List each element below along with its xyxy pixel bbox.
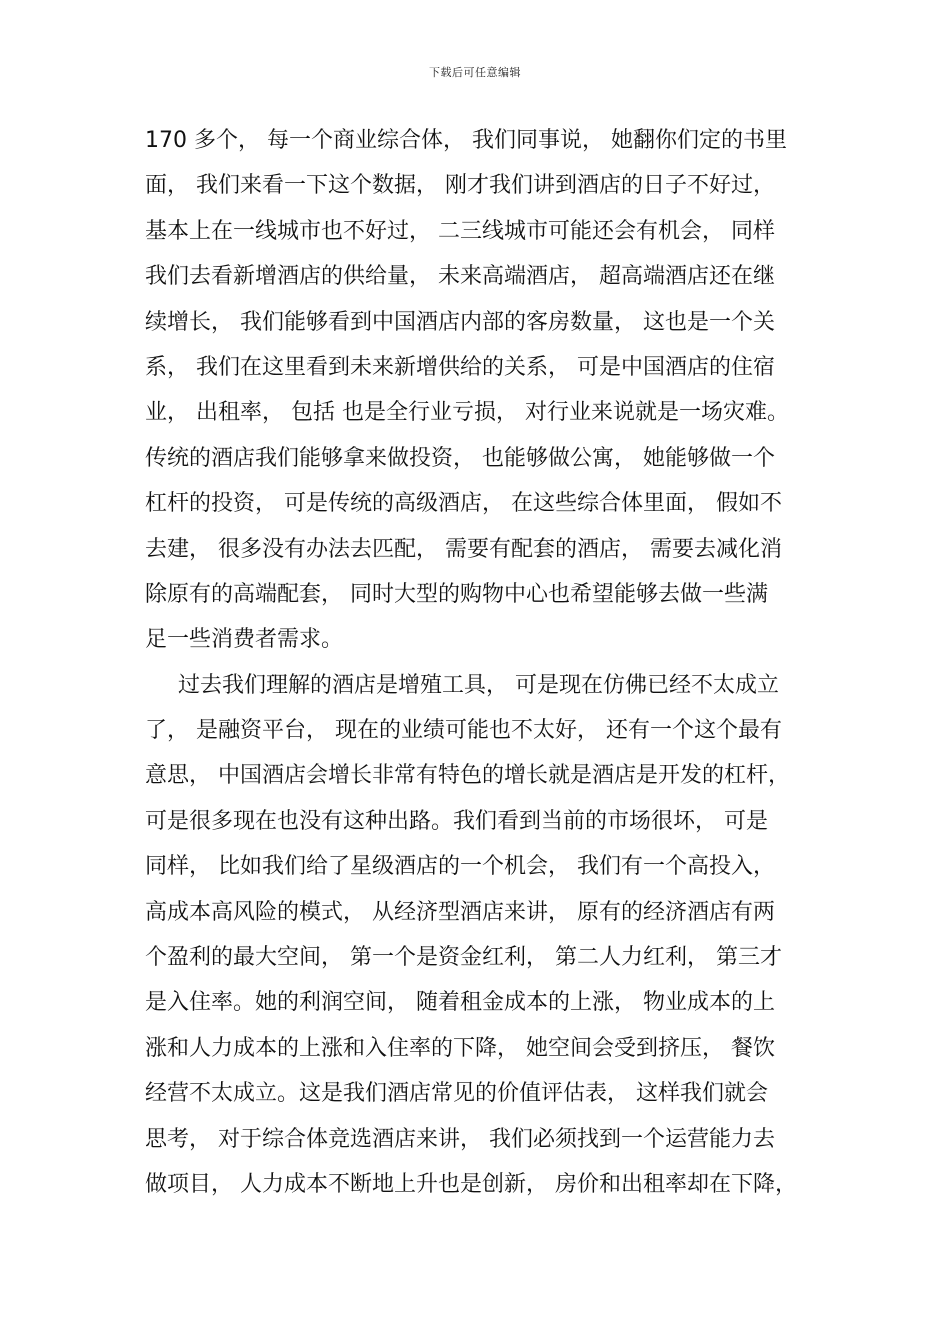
page-header: 下载后可任意编辑 xyxy=(429,66,521,79)
text-line: 个盈利的最大空间， 第一个是资金红利， 第二人力红利， 第三才 xyxy=(145,945,782,971)
text-line: 续增长， 我们能够看到中国酒店内部的客房数量， 这也是一个关 xyxy=(145,309,775,335)
text-line: 杠杆的投资， 可是传统的高级酒店， 在这些综合体里面， 假如不 xyxy=(145,491,782,517)
text-line: 经营不太成立。这是我们酒店常见的价值评估表， 这样我们就会 xyxy=(145,1081,768,1107)
text-line: 业， 出租率， 包括 也是全行业亏损， 对行业来说就是一场灾难。 xyxy=(145,400,789,426)
text-line: 传统的酒店我们能够拿来做投资， 也能够做公寓， 她能够做一个 xyxy=(145,445,775,471)
text-line: 可是很多现在也没有这种出路。我们看到当前的市场很坏， 可是 xyxy=(145,808,768,834)
text-line: 意思， 中国酒店会增长非常有特色的增长就是酒店是开发的杠杆， xyxy=(145,763,790,789)
text-line: 同样， 比如我们给了星级酒店的一个机会， 我们有一个高投入， xyxy=(145,854,775,880)
text-line: 足一些消费者需求。 xyxy=(145,627,344,653)
text-line: 我们去看新增酒店的供给量， 未来高端酒店， 超高端酒店还在继 xyxy=(145,264,775,290)
text-line: 涨和人力成本的上涨和入住率的下降， 她空间会受到挤压， 餐饮 xyxy=(145,1035,775,1061)
text-line: 170 多个， 每一个商业综合体， 我们同事说， 她翻你们定的书里 xyxy=(145,128,787,153)
text-line: 是入住率。她的利润空间， 随着租金成本的上涨， 物业成本的上 xyxy=(145,990,775,1016)
text-line: 高成本高风险的模式， 从经济型酒店来讲， 原有的经济酒店有两 xyxy=(145,899,775,925)
text-line: 过去我们理解的酒店是增殖工具， 可是现在仿佛已经不太成立 xyxy=(178,672,779,698)
text-line: 面， 我们来看一下这个数据， 刚才我们讲到酒店的日子不好过， xyxy=(145,173,775,199)
text-line: 去建， 很多没有办法去匹配， 需要有配套的酒店， 需要去减化消 xyxy=(145,536,782,562)
paragraph-2 xyxy=(145,663,810,1208)
document-body xyxy=(145,118,810,1207)
text-line: 了， 是融资平台， 现在的业绩可能也不太好， 还有一个这个最有 xyxy=(145,718,782,744)
text-line: 系， 我们在这里看到未来新增供给的关系， 可是中国酒店的住宿 xyxy=(145,354,775,380)
text-line: 基本上在一线城市也不好过， 二三线城市可能还会有机会， 同样 xyxy=(145,218,775,244)
text-line: 除原有的高端配套， 同时大型的购物中心也希望能够去做一些满 xyxy=(145,581,768,607)
paragraph-1 xyxy=(145,118,810,663)
text-line: 做项目， 人力成本不断地上升也是创新， 房价和出租率却在下降， xyxy=(145,1171,797,1197)
text-line: 思考， 对于综合体竞选酒店来讲， 我们必须找到一个运营能力去 xyxy=(145,1126,775,1152)
